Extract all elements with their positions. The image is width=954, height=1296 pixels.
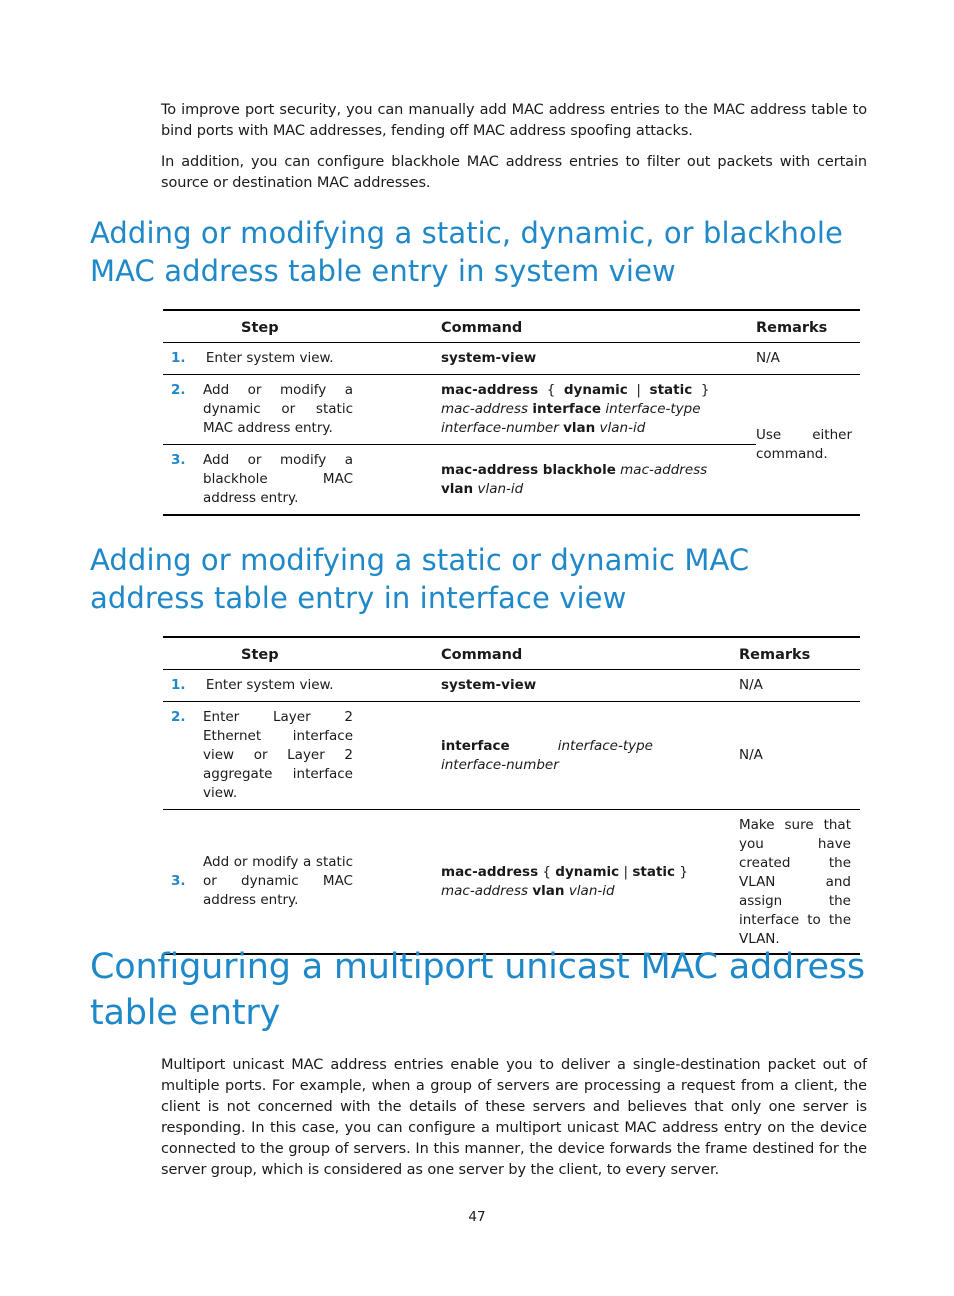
command-text: system-view (441, 350, 537, 366)
header-step: Step (163, 310, 441, 343)
system-view-command-table (163, 309, 860, 516)
intro-paragraph-2: In addition, you can configure blackhole MAC address entries to filter out packets with certain source or destination MAC addresses. (161, 154, 867, 191)
step-number: 2. (171, 382, 186, 398)
table-row (163, 810, 860, 955)
command-text: mac-address { dynamic | static } mac-address vlan vlan-id (441, 810, 739, 955)
remarks-text: N/A (739, 670, 860, 702)
header-step: Step (163, 637, 441, 670)
command-text: mac-address { dynamic | static } mac-address interface interface-type interface-number vlan vlan-id (441, 375, 756, 445)
table-row (163, 702, 860, 810)
header-command: Command (441, 637, 739, 670)
step-number: 3. (171, 873, 186, 889)
step-number: 1. (171, 350, 186, 366)
remarks-text: Make sure that you have created the VLAN and assign the interface to the VLAN. (739, 817, 851, 947)
step-number: 1. (171, 677, 186, 693)
table-row (163, 343, 860, 375)
table-row (163, 670, 860, 702)
step-text: Add or modify a static or dynamic MAC address entry. (203, 854, 353, 908)
step-text: Enter system view. (205, 350, 334, 366)
step-text: Enter Layer 2 Ethernet interface view or Layer 2 aggregate interface view. (203, 709, 353, 801)
header-remarks: Remarks (756, 310, 860, 343)
multiport-paragraph: Multiport unicast MAC address entries enable you to deliver a single-destination packet out of multiple ports. For example, when a group of servers are processing a request from a client, the client is not concerned with the details of these servers and believes that only one server is responding. In this case, you can configure a multiport unicast MAC address entry on the device connected to the group of servers. In this manner, the device forwards the frame destined for the server group, which is considered as one server by the client, to every server. (161, 1057, 867, 1178)
step-number: 2. (171, 709, 186, 725)
remarks-text: N/A (756, 343, 860, 375)
header-command: Command (441, 310, 756, 343)
command-text: mac-address blackhole mac-address vlan vlan-id (441, 445, 756, 516)
step-text: Enter system view. (205, 677, 334, 693)
command-text: interface interface-type interface-number (441, 702, 739, 810)
page-number: 47 (468, 1209, 486, 1225)
section-heading-multiport-unicast: Configuring a multiport unicast MAC address table entry (90, 947, 865, 1033)
interface-view-command-table (163, 636, 860, 955)
section-heading-interface-view: Adding or modifying a static or dynamic MAC address table entry in interface view (90, 543, 750, 615)
remarks-text: N/A (739, 702, 860, 810)
intro-paragraph-1: To improve port security, you can manually add MAC address entries to the MAC address table to bind ports with MAC addresses, fending off MAC address spoofing attacks. (161, 102, 867, 139)
table-row (163, 375, 860, 445)
section-heading-system-view: Adding or modifying a static, dynamic, or blackhole MAC address table entry in system view (90, 216, 843, 288)
step-text: Add or modify a dynamic or static MAC address entry. (203, 382, 353, 436)
header-remarks: Remarks (739, 637, 860, 670)
step-text: Add or modify a blackhole MAC address entry. (203, 452, 353, 506)
merged-remarks: Use either command. (756, 426, 852, 462)
command-text: system-view (441, 677, 537, 693)
step-number: 3. (171, 452, 186, 468)
